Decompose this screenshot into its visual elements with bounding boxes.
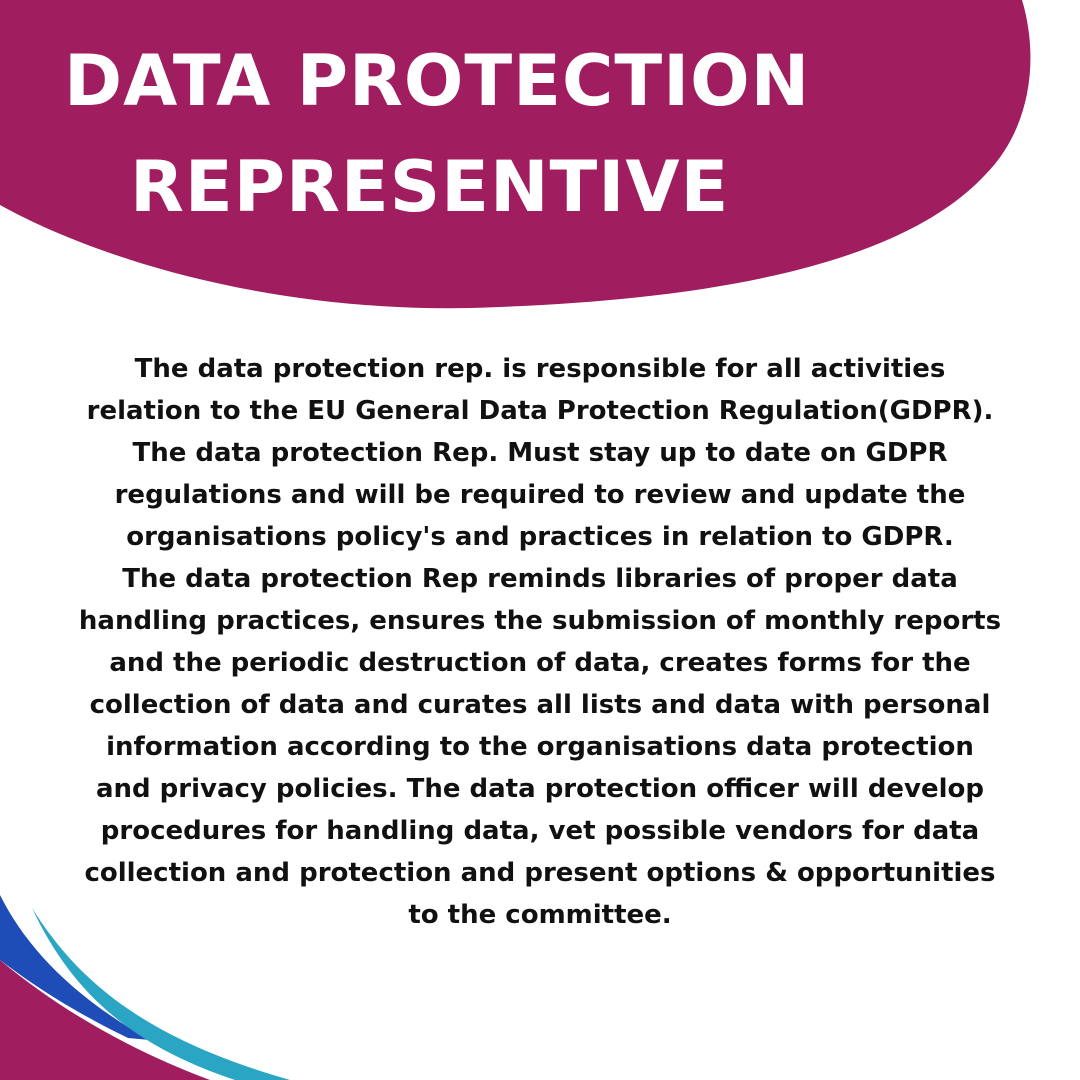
description-line: organisations policy's and practices in relation to GDPR. <box>126 522 954 552</box>
description-line: The data protection rep. is responsible for all activities <box>134 354 946 384</box>
description-line: regulations and will be required to review and update the <box>114 480 966 510</box>
description-line: The data protection Rep. Must stay up to date on GDPR <box>132 438 948 468</box>
title-line-1: DATA PROTECTION <box>64 40 811 122</box>
description-line: information according to the organisations data protection <box>106 732 974 762</box>
title-line-2: REPRESENTIVE <box>130 146 730 228</box>
description-line: collection of data and curates all lists and data with personal <box>89 690 991 720</box>
description-line: and the periodic destruction of data, creates forms for the <box>109 648 971 678</box>
description-line: relation to the EU General Data Protection Regulation(GDPR). <box>86 396 994 426</box>
description-line: handling practices, ensures the submission of monthly reports <box>78 606 1002 636</box>
description-line: and privacy policies. The data protection officer will develop <box>95 774 985 804</box>
role-description <box>40 348 1040 936</box>
page-title <box>0 28 930 240</box>
description-line: collection and protection and present options & opportunities <box>84 858 996 888</box>
description-line: The data protection Rep reminds libraries of proper data <box>122 564 958 594</box>
description-line: to the committee. <box>408 900 672 930</box>
description-line: procedures for handling data, vet possible vendors for data <box>100 816 980 846</box>
